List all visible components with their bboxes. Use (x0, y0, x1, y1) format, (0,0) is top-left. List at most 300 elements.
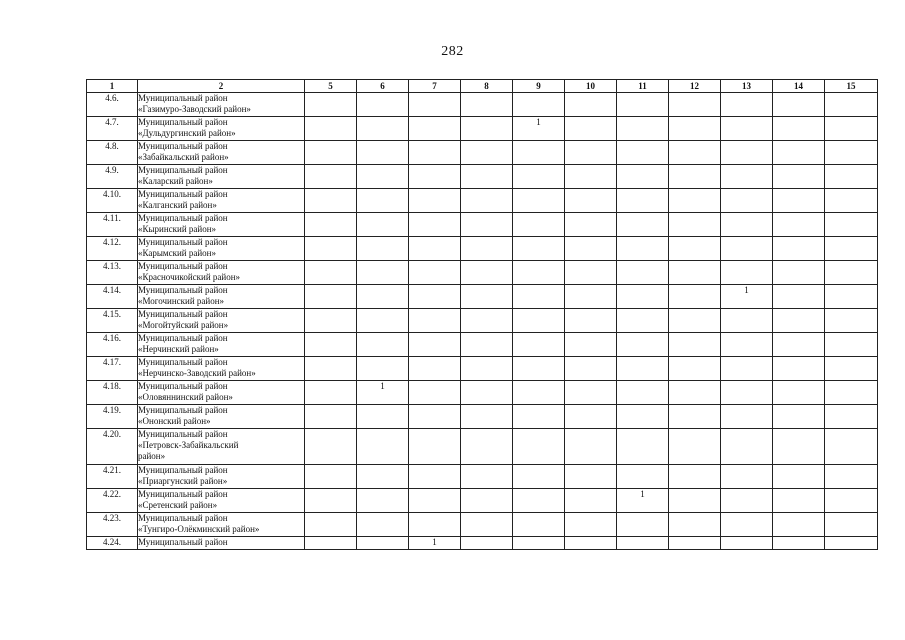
value-cell (409, 261, 461, 285)
value-cell (617, 237, 669, 261)
value-cell (357, 165, 409, 189)
column-header: 1 (87, 80, 138, 93)
district-name-line: «Нерчинско-Заводский район» (138, 368, 256, 378)
value-cell (617, 165, 669, 189)
value-cell (565, 513, 617, 537)
column-header: 5 (305, 80, 357, 93)
value-cell (721, 405, 773, 429)
value-cell (461, 189, 513, 213)
table-body (87, 93, 878, 550)
row-number: 4.14. (87, 285, 138, 309)
district-name-line: Муниципальный район (138, 381, 228, 391)
value-cell (409, 117, 461, 141)
value-cell (513, 381, 565, 405)
district-name-line: «Забайкальский район» (138, 152, 229, 162)
district-name (138, 333, 305, 357)
value-cell (669, 117, 721, 141)
value-cell (357, 429, 409, 465)
value-cell (409, 357, 461, 381)
value-cell (357, 537, 409, 550)
row-number: 4.23. (87, 513, 138, 537)
value-cell (825, 489, 878, 513)
value-cell (773, 333, 825, 357)
value-cell (305, 465, 357, 489)
table-row (87, 165, 878, 189)
value-cell (565, 165, 617, 189)
value-cell (565, 333, 617, 357)
district-name (138, 429, 305, 465)
value-cell (461, 93, 513, 117)
value-cell (461, 333, 513, 357)
district-name-line: «Петровск-Забайкальский (138, 440, 239, 450)
value-cell (773, 189, 825, 213)
value-cell (305, 237, 357, 261)
value-cell (617, 141, 669, 165)
value-cell (825, 237, 878, 261)
value-cell (305, 381, 357, 405)
value-cell (305, 117, 357, 141)
value-cell (357, 309, 409, 333)
table-row (87, 381, 878, 405)
value-cell (461, 537, 513, 550)
column-header: 15 (825, 80, 878, 93)
value-cell (669, 357, 721, 381)
value-cell (825, 285, 878, 309)
value-cell (721, 537, 773, 550)
district-name-line: Муниципальный район (138, 537, 228, 547)
value-cell (617, 189, 669, 213)
value-cell (357, 237, 409, 261)
value-cell (409, 309, 461, 333)
value-cell (409, 93, 461, 117)
value-cell (305, 489, 357, 513)
value-cell (669, 93, 721, 117)
district-name-line: «Газимуро-Заводский район» (138, 104, 251, 114)
district-name-line: Муниципальный район (138, 165, 228, 175)
row-number: 4.21. (87, 465, 138, 489)
value-cell (513, 165, 565, 189)
value-cell (357, 117, 409, 141)
row-number: 4.16. (87, 333, 138, 357)
value-cell (357, 405, 409, 429)
value-cell (305, 537, 357, 550)
district-name (138, 309, 305, 333)
district-name (138, 165, 305, 189)
value-cell (513, 213, 565, 237)
district-name-line: Муниципальный район (138, 285, 228, 295)
value-cell (565, 381, 617, 405)
value-cell (513, 357, 565, 381)
district-name-line: «Красночикойский район» (138, 272, 241, 282)
value-cell (565, 141, 617, 165)
value-cell (825, 429, 878, 465)
value-cell (461, 117, 513, 141)
value-cell (357, 189, 409, 213)
value-cell (305, 285, 357, 309)
value-cell (305, 429, 357, 465)
value-cell (461, 489, 513, 513)
value-cell (669, 405, 721, 429)
value-cell (409, 189, 461, 213)
district-name (138, 213, 305, 237)
value-cell (825, 405, 878, 429)
value-cell (565, 405, 617, 429)
value-cell (669, 381, 721, 405)
value-cell (305, 93, 357, 117)
district-name (138, 537, 305, 550)
row-number: 4.11. (87, 213, 138, 237)
value-cell (721, 381, 773, 405)
value-cell (565, 465, 617, 489)
value-cell (825, 189, 878, 213)
value-cell (669, 333, 721, 357)
value-cell (357, 93, 409, 117)
value-cell (409, 405, 461, 429)
value-cell (825, 117, 878, 141)
value-cell (461, 237, 513, 261)
district-name-line: «Могочинский район» (138, 296, 225, 306)
district-name-line: «Каларский район» (138, 176, 213, 186)
value-cell (773, 285, 825, 309)
value-cell (409, 213, 461, 237)
value-cell (721, 165, 773, 189)
column-header: 6 (357, 80, 409, 93)
value-cell (773, 537, 825, 550)
value-cell (305, 405, 357, 429)
value-cell (825, 141, 878, 165)
value-cell (461, 357, 513, 381)
column-header: 13 (721, 80, 773, 93)
value-cell (825, 357, 878, 381)
value-cell (409, 513, 461, 537)
value-cell (357, 333, 409, 357)
value-cell (773, 165, 825, 189)
district-name-line: Муниципальный район (138, 213, 228, 223)
row-number: 4.9. (87, 165, 138, 189)
value-cell (461, 309, 513, 333)
table-row (87, 513, 878, 537)
value-cell (409, 165, 461, 189)
district-name-line: «Оловяннинский район» (138, 392, 233, 402)
table-row (87, 93, 878, 117)
district-name-line: Муниципальный район (138, 117, 228, 127)
value-cell (305, 261, 357, 285)
table-row (87, 237, 878, 261)
value-cell (669, 213, 721, 237)
district-name-line: «Приаргунский район» (138, 476, 228, 486)
value-cell (617, 465, 669, 489)
value-cell (669, 513, 721, 537)
district-name (138, 513, 305, 537)
district-name (138, 357, 305, 381)
value-cell (409, 285, 461, 309)
value-cell (721, 357, 773, 381)
district-name-line: «Тунгиро-Олёкминский район» (138, 524, 260, 534)
row-number: 4.10. (87, 189, 138, 213)
district-name-line: «Карымский район» (138, 248, 216, 258)
value-cell (617, 93, 669, 117)
district-name-line: район» (138, 451, 166, 461)
value-cell (461, 465, 513, 489)
value-cell (357, 465, 409, 489)
table-row (87, 429, 878, 465)
value-cell (721, 117, 773, 141)
value-cell (773, 429, 825, 465)
value-cell (513, 333, 565, 357)
district-name-line: «Кыринский район» (138, 224, 217, 234)
value-cell (305, 513, 357, 537)
value-cell (721, 465, 773, 489)
district-name-line: «Калганский район» (138, 200, 217, 210)
district-name-line: Муниципальный район (138, 93, 228, 103)
value-cell (565, 189, 617, 213)
value-cell (305, 357, 357, 381)
value-cell (669, 189, 721, 213)
value-cell (461, 141, 513, 165)
value-cell (617, 117, 669, 141)
value-cell (669, 165, 721, 189)
value-cell (461, 429, 513, 465)
value-cell (773, 309, 825, 333)
value-cell (513, 285, 565, 309)
value-cell (721, 237, 773, 261)
value-cell (617, 537, 669, 550)
row-number: 4.19. (87, 405, 138, 429)
value-cell (617, 213, 669, 237)
value-cell (565, 537, 617, 550)
value-cell (825, 381, 878, 405)
value-cell (409, 429, 461, 465)
value-cell: 1 (409, 537, 461, 550)
district-name-line: Муниципальный район (138, 429, 228, 439)
value-cell (565, 285, 617, 309)
value-cell (565, 429, 617, 465)
value-cell (773, 465, 825, 489)
row-number: 4.17. (87, 357, 138, 381)
value-cell (305, 213, 357, 237)
district-name-line: Муниципальный район (138, 489, 228, 499)
value-cell (409, 141, 461, 165)
row-number: 4.8. (87, 141, 138, 165)
value-cell (669, 261, 721, 285)
table-row (87, 537, 878, 550)
district-name-line: «Сретенский район» (138, 500, 218, 510)
value-cell (617, 429, 669, 465)
value-cell (357, 141, 409, 165)
value-cell (825, 333, 878, 357)
value-cell (305, 165, 357, 189)
value-cell (669, 465, 721, 489)
value-cell (721, 309, 773, 333)
value-cell (773, 513, 825, 537)
value-cell (669, 537, 721, 550)
value-cell (305, 189, 357, 213)
value-cell (305, 333, 357, 357)
table-row (87, 285, 878, 309)
value-cell (461, 381, 513, 405)
value-cell (721, 141, 773, 165)
value-cell (357, 357, 409, 381)
value-cell (617, 405, 669, 429)
value-cell (825, 309, 878, 333)
value-cell (721, 333, 773, 357)
row-number: 4.15. (87, 309, 138, 333)
value-cell (513, 93, 565, 117)
district-name-line: «Нерчинский район» (138, 344, 219, 354)
district-name-line: «Ононский район» (138, 416, 211, 426)
value-cell (305, 309, 357, 333)
value-cell (825, 513, 878, 537)
value-cell (513, 489, 565, 513)
value-cell (721, 213, 773, 237)
value-cell (565, 309, 617, 333)
value-cell (461, 405, 513, 429)
value-cell (461, 285, 513, 309)
value-cell (773, 237, 825, 261)
table-row (87, 117, 878, 141)
page-number: 282 (441, 44, 464, 59)
value-cell (357, 513, 409, 537)
value-cell (773, 405, 825, 429)
value-cell (825, 93, 878, 117)
column-header: 2 (138, 80, 305, 93)
value-cell (565, 213, 617, 237)
value-cell (669, 429, 721, 465)
row-number: 4.12. (87, 237, 138, 261)
value-cell (409, 237, 461, 261)
district-name (138, 117, 305, 141)
row-number: 4.7. (87, 117, 138, 141)
value-cell (617, 261, 669, 285)
value-cell (721, 429, 773, 465)
value-cell: 1 (513, 117, 565, 141)
table-row (87, 357, 878, 381)
district-name-line: Муниципальный район (138, 141, 228, 151)
value-cell (669, 285, 721, 309)
table-row (87, 333, 878, 357)
value-cell (565, 93, 617, 117)
row-number: 4.6. (87, 93, 138, 117)
value-cell (409, 489, 461, 513)
district-name-line: Муниципальный район (138, 237, 228, 247)
column-header: 14 (773, 80, 825, 93)
district-name (138, 237, 305, 261)
district-name-line: Муниципальный район (138, 261, 228, 271)
value-cell (461, 261, 513, 285)
value-cell (669, 309, 721, 333)
value-cell (773, 141, 825, 165)
district-name-line: Муниципальный район (138, 333, 228, 343)
value-cell (513, 465, 565, 489)
value-cell (773, 357, 825, 381)
value-cell (513, 189, 565, 213)
row-number: 4.22. (87, 489, 138, 513)
value-cell (669, 141, 721, 165)
district-name (138, 141, 305, 165)
value-cell (721, 489, 773, 513)
district-name (138, 261, 305, 285)
value-cell (357, 261, 409, 285)
value-cell (721, 261, 773, 285)
value-cell (513, 141, 565, 165)
value-cell (409, 465, 461, 489)
table-row (87, 309, 878, 333)
table-row (87, 465, 878, 489)
column-header: 12 (669, 80, 721, 93)
table-row (87, 141, 878, 165)
value-cell (409, 381, 461, 405)
district-name-line: «Дульдургинский район» (138, 128, 236, 138)
value-cell: 1 (721, 285, 773, 309)
value-cell (721, 93, 773, 117)
value-cell (773, 93, 825, 117)
value-cell (461, 165, 513, 189)
district-name-line: Муниципальный район (138, 465, 228, 475)
district-name (138, 285, 305, 309)
district-name (138, 489, 305, 513)
district-register-table (86, 79, 878, 550)
value-cell (825, 537, 878, 550)
row-number: 4.18. (87, 381, 138, 405)
district-name (138, 465, 305, 489)
table-row (87, 189, 878, 213)
district-name-line: Муниципальный район (138, 309, 228, 319)
value-cell (565, 261, 617, 285)
district-name-line: Муниципальный район (138, 405, 228, 415)
district-name (138, 405, 305, 429)
value-cell (513, 405, 565, 429)
value-cell (825, 165, 878, 189)
value-cell (773, 381, 825, 405)
value-cell: 1 (617, 489, 669, 513)
table-row (87, 261, 878, 285)
value-cell (513, 309, 565, 333)
column-header: 9 (513, 80, 565, 93)
district-name (138, 93, 305, 117)
value-cell (773, 489, 825, 513)
value-cell (721, 189, 773, 213)
value-cell (357, 213, 409, 237)
value-cell (721, 513, 773, 537)
value-cell (773, 261, 825, 285)
value-cell (513, 237, 565, 261)
district-name (138, 189, 305, 213)
district-name-line: Муниципальный район (138, 513, 228, 523)
value-cell (825, 261, 878, 285)
value-cell (825, 213, 878, 237)
row-number: 4.24. (87, 537, 138, 550)
value-cell (565, 489, 617, 513)
value-cell (409, 333, 461, 357)
value-cell (565, 117, 617, 141)
table-row (87, 405, 878, 429)
value-cell (617, 333, 669, 357)
value-cell (305, 141, 357, 165)
value-cell (617, 309, 669, 333)
row-number: 4.20. (87, 429, 138, 465)
value-cell (461, 513, 513, 537)
value-cell (565, 357, 617, 381)
value-cell (513, 537, 565, 550)
value-cell (513, 429, 565, 465)
district-name-line: «Могойтуйский район» (138, 320, 229, 330)
district-name-line: Муниципальный район (138, 357, 228, 367)
value-cell (617, 357, 669, 381)
column-header: 8 (461, 80, 513, 93)
value-cell (669, 489, 721, 513)
column-header: 7 (409, 80, 461, 93)
table-header-row (87, 80, 878, 93)
